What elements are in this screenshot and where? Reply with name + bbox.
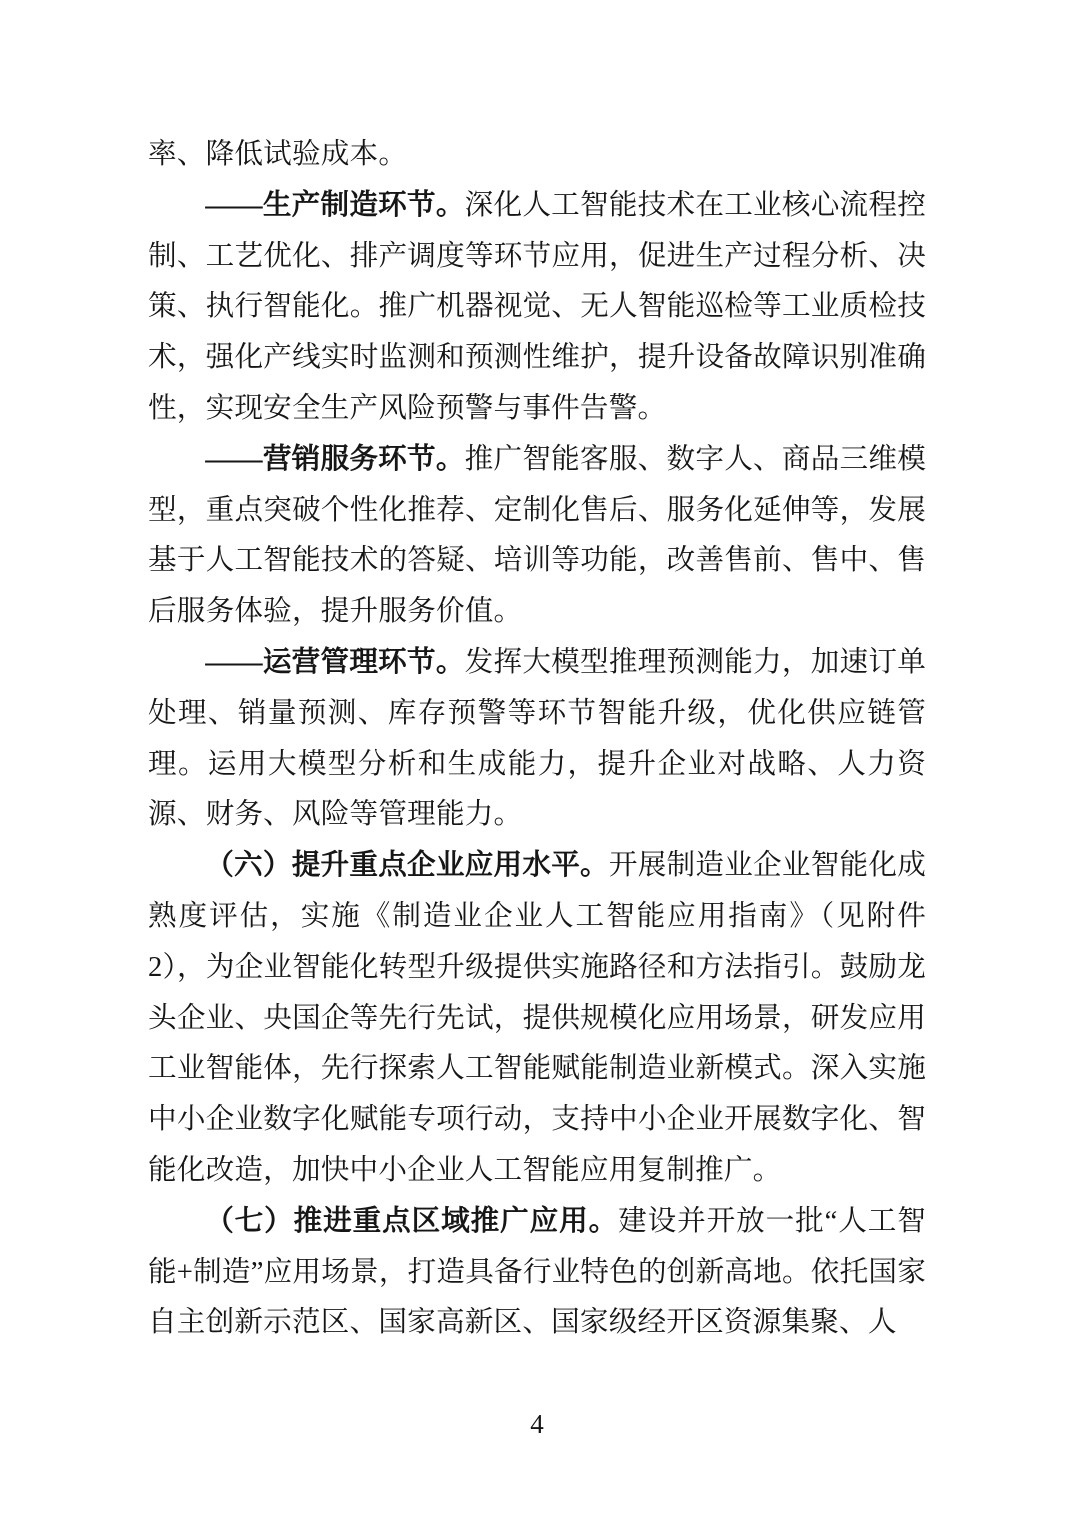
paragraph-lead: （六）提升重点企业应用水平。 bbox=[205, 850, 609, 882]
paragraph-text: 深化人工智能技术在工业核心流程控制、工艺优化、排产调度等环节应用，促进生产过程分析、决策、执行智能化。推广机器视觉、无人智能巡检等工业质检技术，强化产线实时监测和预测性维护，提升设备故障识别准确性，实现安全生产风险预警与事件告警。 bbox=[148, 189, 926, 424]
paragraph-text: 发挥大模型推理预测能力，加速订单处理、销量预测、库存预警等环节智能升级，优化供应链管理。运用大模型分析和生成能力，提升企业对战略、人力资源、财务、风险等管理能力。 bbox=[148, 646, 926, 831]
para-operations-link bbox=[148, 638, 926, 841]
paragraph-text: 推广智能客服、数字人、商品三维模型，重点突破个性化推荐、定制化售后、服务化延伸等，发展基于人工智能技术的答疑、培训等功能，改善售前、售中、售后服务体验，提升服务价值。 bbox=[148, 443, 926, 628]
page-footer bbox=[0, 1404, 1074, 1444]
page-number: 4 bbox=[530, 1409, 544, 1439]
paragraph-lead: ——营销服务环节。 bbox=[205, 443, 465, 475]
document-body bbox=[148, 130, 926, 1349]
para-production-link bbox=[148, 181, 926, 435]
paragraph-text: 率、降低试验成本。 bbox=[148, 139, 408, 170]
paragraph-lead: （七）推进重点区域推广应用。 bbox=[205, 1205, 619, 1237]
para-marketing-link bbox=[148, 435, 926, 638]
para-item-six bbox=[148, 841, 926, 1197]
para-item-seven bbox=[148, 1197, 926, 1349]
paragraph-text: 建设并开放一批“人工智能+制造”应用场景，打造具备行业特色的创新高地。依托国家自主创新示范区、国家高新区、国家级经开区资源集聚、人 bbox=[148, 1205, 926, 1339]
paragraph-text: 开展制造业企业智能化成熟度评估，实施《制造业企业人工智能应用指南》（见附件2），为企业智能化转型升级提供实施路径和方法指引。鼓励龙头企业、央国企等先行先试，提供规模化应用场景，研发应用工业智能体，先行探索人工智能赋能制造业新模式。深入实施中小企业数字化赋能专项行动，支持中小企业开展数字化、智能化改造，加快中小企业人工智能应用复制推广。 bbox=[148, 850, 926, 1186]
paragraph-lead: ——运营管理环节。 bbox=[205, 646, 465, 678]
paragraph-lead: ——生产制造环节。 bbox=[205, 189, 465, 221]
para-continuation bbox=[148, 130, 926, 181]
